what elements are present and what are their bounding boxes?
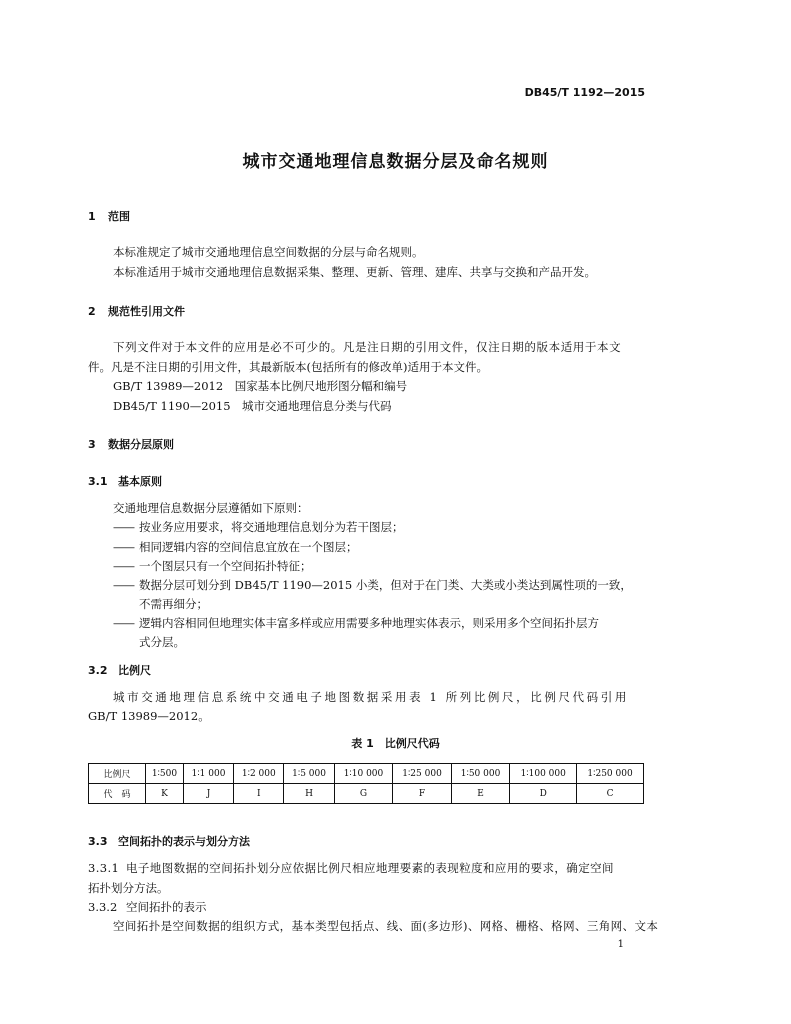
list-item-continuation: 不需再细分； <box>139 597 208 611</box>
subsection-3-2-heading <box>88 662 151 678</box>
code-cell: I <box>234 784 284 804</box>
scale-cell: 1∶50 000 <box>451 764 510 784</box>
code-cell: K <box>146 784 184 804</box>
paragraph: 空间拓扑是空间数据的组织方式，基本类型包括点、线、面(多边形)、网格、栅格、格网、三角网、文本 <box>113 919 659 933</box>
table-row <box>89 764 644 784</box>
paragraph: 本标准适用于城市交通地理信息数据采集、整理、更新、管理、建库、共享与交换和产品开发。 <box>113 265 596 279</box>
list-item <box>113 558 312 574</box>
list-item-text: 相同逻辑内容的空间信息宜放在一个图层； <box>139 540 358 554</box>
paragraph: 件。凡是不注日期的引用文件，其最新版本(包括所有的修改单)适用于本文件。 <box>88 360 488 374</box>
subsection-3-3-heading <box>88 833 250 849</box>
code-cell: D <box>510 784 577 804</box>
clause-text: 电子地图数据的空间拓扑划分应依据比例尺相应地理要素的表现粒度和应用的要求，确定空间 <box>126 861 614 875</box>
section-number: 3 <box>88 438 96 451</box>
paragraph: 交通地理信息数据分层遵循如下原则： <box>113 501 309 515</box>
clause-number: 3.3.1 <box>88 861 120 875</box>
clause-heading <box>88 899 207 915</box>
table-header-cell: 比例尺 <box>89 764 146 784</box>
section-number: 1 <box>88 210 96 223</box>
section-title: 规范性引用文件 <box>108 305 185 318</box>
scale-cell: 1∶250 000 <box>577 764 644 784</box>
subsection-number: 3.3 <box>88 835 108 848</box>
list-item-continuation: 式分层。 <box>139 635 185 649</box>
list-item-text: 逻辑内容相同但地理实体丰富多样或应用需要多种地理实体表示，则采用多个空间拓扑层方 <box>139 616 599 630</box>
dash-marker: —— <box>113 578 134 592</box>
scale-cell: 1∶500 <box>146 764 184 784</box>
code-cell: J <box>183 784 233 804</box>
paragraph: 城市交通地理信息系统中交通电子地图数据采用表 1 所列比例尺，比例尺代码引用 <box>113 690 629 704</box>
document-code: DB45/T 1192—2015 <box>524 86 645 99</box>
list-item <box>113 577 632 593</box>
code-cell: E <box>451 784 510 804</box>
scale-code-table <box>88 763 644 804</box>
scale-cell: 1∶10 000 <box>334 764 393 784</box>
subsection-title: 比例尺 <box>118 664 151 677</box>
section-number: 2 <box>88 305 96 318</box>
scale-cell: 1∶25 000 <box>393 764 452 784</box>
scale-cell: 1∶5 000 <box>284 764 334 784</box>
section-title: 数据分层原则 <box>108 438 174 451</box>
page-title: 城市交通地理信息数据分层及命名规则 <box>242 152 549 172</box>
section-title: 范围 <box>108 210 130 223</box>
code-cell: C <box>577 784 644 804</box>
subsection-3-1-heading <box>88 473 162 489</box>
paragraph <box>88 860 614 876</box>
section-2-heading <box>88 303 185 319</box>
dash-marker: —— <box>113 520 134 534</box>
page-number: 1 <box>617 939 624 950</box>
paragraph: 拓扑划分方法。 <box>88 881 169 895</box>
table-title: 表 1 比例尺代码 <box>351 737 440 750</box>
scale-cell: 1∶100 000 <box>510 764 577 784</box>
dash-marker: —— <box>113 559 134 573</box>
section-1-heading <box>88 208 130 224</box>
list-item-text: 数据分层可划分到 DB45/T 1190—2015 小类，但对于在门类、大类或小类达到属性项的一致， <box>139 578 632 592</box>
list-item <box>113 615 599 631</box>
clause-number: 3.3.2 <box>88 900 118 914</box>
subsection-number: 3.2 <box>88 664 108 677</box>
dash-marker: —— <box>113 616 134 630</box>
paragraph: GB/T 13989—2012。 <box>88 709 210 723</box>
table-header-cell: 代 码 <box>89 784 146 804</box>
table-row <box>89 784 644 804</box>
code-cell: F <box>393 784 452 804</box>
reference-item: DB45/T 1190—2015 城市交通地理信息分类与代码 <box>113 399 392 413</box>
list-item <box>113 519 404 535</box>
dash-marker: —— <box>113 540 134 554</box>
reference-item: GB/T 13989—2012 国家基本比例尺地形图分幅和编号 <box>113 379 408 393</box>
code-cell: H <box>284 784 334 804</box>
paragraph: 本标准规定了城市交通地理信息空间数据的分层与命名规则。 <box>113 245 424 259</box>
list-item-text: 按业务应用要求，将交通地理信息划分为若干图层； <box>139 520 404 534</box>
subsection-number: 3.1 <box>88 475 108 488</box>
scale-cell: 1∶1 000 <box>183 764 233 784</box>
list-item <box>113 539 358 555</box>
scale-cell: 1∶2 000 <box>234 764 284 784</box>
section-3-heading <box>88 436 174 452</box>
clause-title: 空间拓扑的表示 <box>126 900 207 914</box>
list-item-text: 一个图层只有一个空间拓扑特征； <box>139 559 312 573</box>
subsection-title: 空间拓扑的表示与划分方法 <box>118 835 250 848</box>
code-cell: G <box>334 784 393 804</box>
subsection-title: 基本原则 <box>118 475 162 488</box>
paragraph: 下列文件对于本文件的应用是必不可少的。凡是注日期的引用文件，仅注日期的版本适用于本文 <box>113 340 622 354</box>
